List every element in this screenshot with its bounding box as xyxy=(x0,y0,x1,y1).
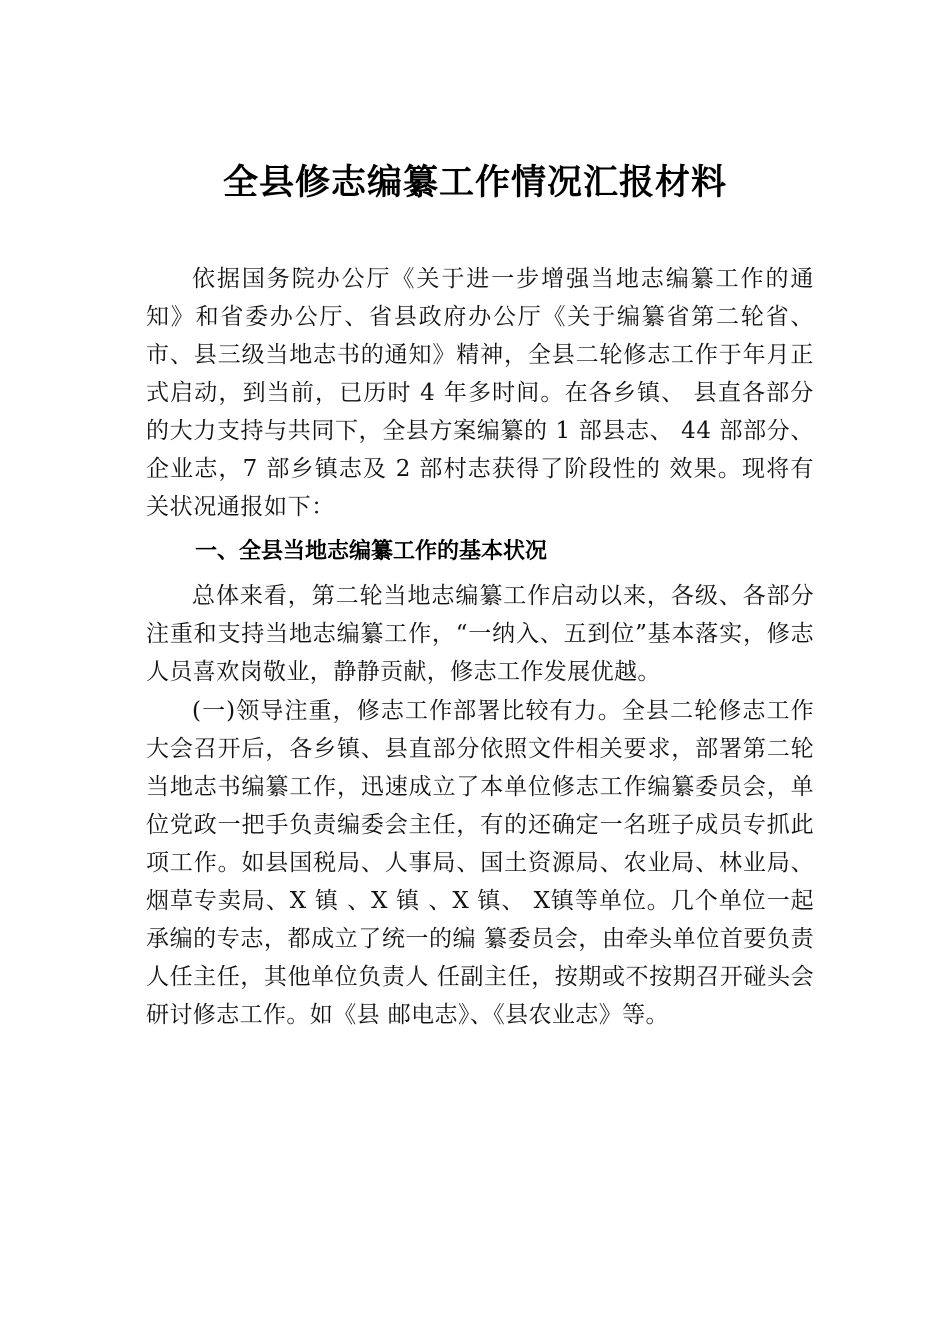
leadership-paragraph: (一)领导注重，修志工作部署比较有力。全县二轮修志工作大会召开后，各乡镇、县直部分依照文件相关要求，部署第二轮当地志书编纂工作，迅速成立了本单位修志工作编纂委员会，单位党政一把手负责编委会主任，有的还确定一名班子成员专抓此项工作。如县国税局、人事局、国土资源局、农业局、林业局、烟草专卖局、X 镇 、X 镇 、X 镇、 X镇等单位。几个单位一起承编的专志，都成立了统一的编 纂委员会，由牵头单位首要负责人任主任，其他单位负责人 任副主任，按期或不按期召开碰头会研讨修志工作。如《县 邮电志》、《县农业志》等。 xyxy=(146,698,814,1028)
intro-paragraph: 依据国务院办公厅《关于进一步增强当地志编纂工作的通知》和省委办公厅、省县政府办公厅《关于编纂省第二轮省、市、县三级当地志书的通知》精神，全县二轮修志工作于年月正式启动，到当前，已历时 4 年多时间。在各乡镇、 县直各部分的大力支持与共同下，全县方案编纂的 1 部县志、 44 部部分、企业志，7 部乡镇志及 2 部村志获得了阶段性的 效果。现将有关状况通报如下： xyxy=(146,266,814,520)
document-title: 全县修志编纂工作情况汇报材料 xyxy=(222,162,727,203)
overview-paragraph: 总体来看，第二轮当地志编纂工作启动以来，各级、各部分注重和支持当地志编纂工作，“一纳入、五到位”基本落实，修志人员喜欢岗敬业，静静贡献，修志工作发展优越。 xyxy=(146,583,814,685)
section-heading: 一、全县当地志编纂工作的基本状况 xyxy=(195,539,548,564)
